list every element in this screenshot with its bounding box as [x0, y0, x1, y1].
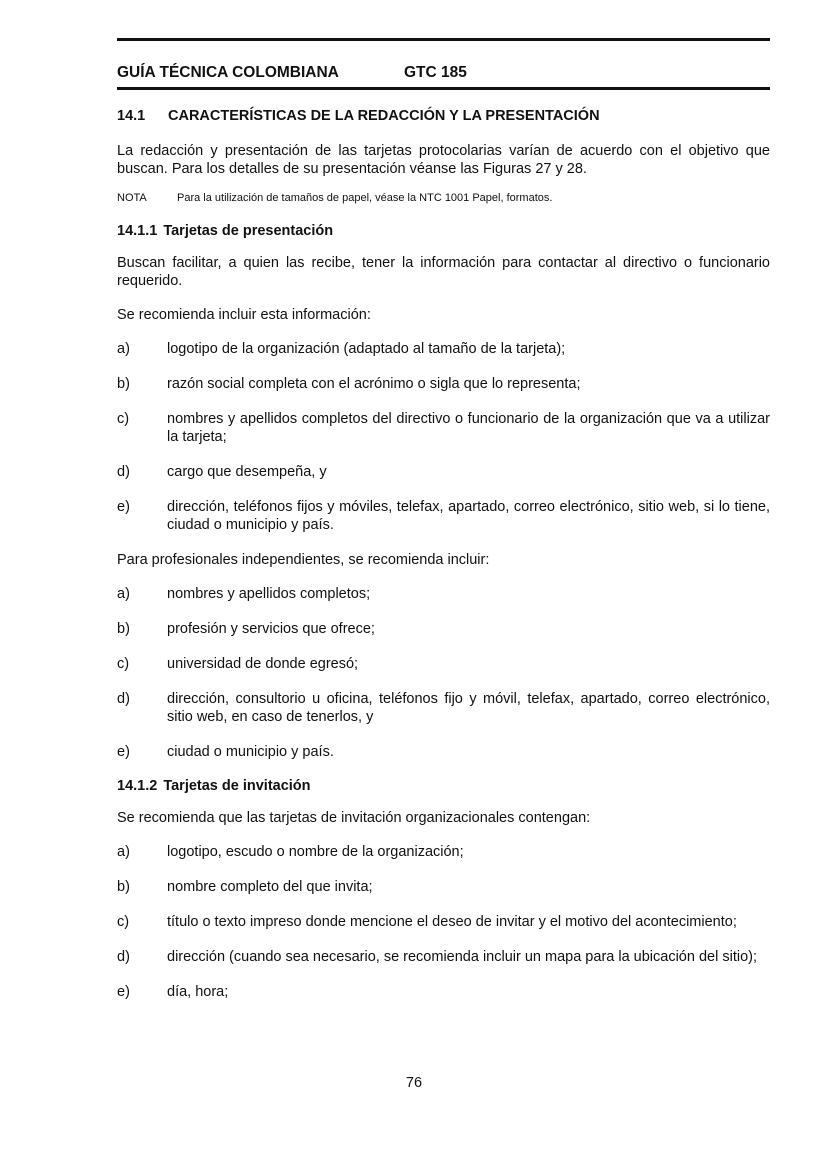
list-marker: a) [117, 341, 130, 357]
list-presentacion [117, 340, 770, 534]
subsection-title: Tarjetas de presentación [163, 223, 334, 239]
paragraph: Para profesionales independientes, se recomienda incluir: [117, 552, 490, 568]
list-text: logotipo de la organización (adaptado al tamaño de la tarjeta); [167, 341, 566, 357]
list-item [117, 913, 770, 931]
subsection-title: Tarjetas de invitación [163, 778, 311, 794]
list-invitacion [117, 843, 770, 1001]
list-text: nombres y apellidos completos del directivo o funcionario de la organización que va a utilizar la tarjeta; [167, 411, 770, 445]
list-item [117, 498, 770, 534]
list-marker: d) [117, 464, 130, 480]
paragraph: Se recomienda que las tarjetas de invitación organizacionales contengan: [117, 810, 591, 826]
list-item [117, 375, 770, 393]
list-item [117, 983, 770, 1001]
list-marker: e) [117, 744, 130, 760]
list-item [117, 463, 770, 481]
list-item [117, 743, 770, 761]
list-text: dirección (cuando sea necesario, se recomienda incluir un mapa para la ubicación del sitio); [167, 949, 757, 965]
list-item [117, 410, 770, 446]
list-marker: a) [117, 844, 130, 860]
list-text: razón social completa con el acrónimo o sigla que lo representa; [167, 376, 581, 392]
subsection-number: 14.1.2 [117, 778, 158, 794]
list-marker: b) [117, 621, 130, 637]
list-marker: c) [117, 411, 130, 427]
list-item [117, 655, 770, 673]
list-text: nombres y apellidos completos; [167, 586, 371, 602]
list-text: ciudad o municipio y país. [167, 744, 334, 760]
subsection-heading-invitacion [117, 778, 770, 794]
page-content [117, 108, 770, 1018]
list-text: día, hora; [167, 984, 229, 1000]
paragraph: Se recomienda incluir esta información: [117, 307, 371, 323]
list-item [117, 843, 770, 861]
document-header-code: GTC 185 [404, 64, 467, 81]
list-text: cargo que desempeña, y [167, 464, 327, 480]
intro-paragraph: La redacción y presentación de las tarjetas protocolarias varían de acuerdo con el objetivo que buscan. Para los detalles de su presentación véanse las Figuras 27 y 28. [117, 143, 770, 177]
list-marker: d) [117, 691, 130, 707]
list-marker: e) [117, 984, 130, 1000]
list-marker: b) [117, 376, 130, 392]
list-text: título o texto impreso donde mencione el deseo de invitar y el motivo del acontecimiento; [167, 914, 737, 930]
list-item [117, 878, 770, 896]
note-text: Para la utilización de tamaños de papel, véase la NTC 1001 Papel, formatos. [177, 192, 553, 204]
page-number: 76 [405, 1075, 423, 1091]
header-bottom-rule [117, 87, 770, 90]
paragraph: Buscan facilitar, a quien las recibe, tener la información para contactar al directivo o funcionario requerido. [117, 255, 770, 289]
list-marker: b) [117, 879, 130, 895]
list-marker: a) [117, 586, 130, 602]
list-marker: c) [117, 914, 130, 930]
list-marker: c) [117, 656, 130, 672]
document-header-title: GUÍA TÉCNICA COLOMBIANA [117, 64, 339, 81]
note-label: NOTA [117, 192, 147, 204]
list-item [117, 948, 770, 966]
list-text: nombre completo del que invita; [167, 879, 373, 895]
list-marker: e) [117, 499, 130, 515]
list-text: profesión y servicios que ofrece; [167, 621, 375, 637]
section-title: CARACTERÍSTICAS DE LA REDACCIÓN Y LA PRESENTACIÓN [168, 108, 600, 124]
subsection-heading-presentacion [117, 223, 770, 239]
list-item [117, 620, 770, 638]
list-item [117, 585, 770, 603]
header-top-rule [117, 38, 770, 41]
list-text: dirección, teléfonos fijos y móviles, telefax, apartado, correo electrónico, sitio web, si lo tiene, ciudad o municipio y país. [167, 499, 770, 533]
subsection-number: 14.1.1 [117, 223, 158, 239]
list-item [117, 690, 770, 726]
list-text: logotipo, escudo o nombre de la organización; [167, 844, 464, 860]
list-item [117, 340, 770, 358]
list-marker: d) [117, 949, 130, 965]
section-number: 14.1 [117, 108, 146, 124]
list-profesionales [117, 585, 770, 761]
list-text: universidad de donde egresó; [167, 656, 359, 672]
list-text: dirección, consultorio u oficina, teléfonos fijo y móvil, telefax, apartado, correo electrónico, sitio web, en caso de tenerlos, y [167, 691, 770, 725]
section-heading [117, 108, 770, 124]
note [117, 192, 770, 204]
